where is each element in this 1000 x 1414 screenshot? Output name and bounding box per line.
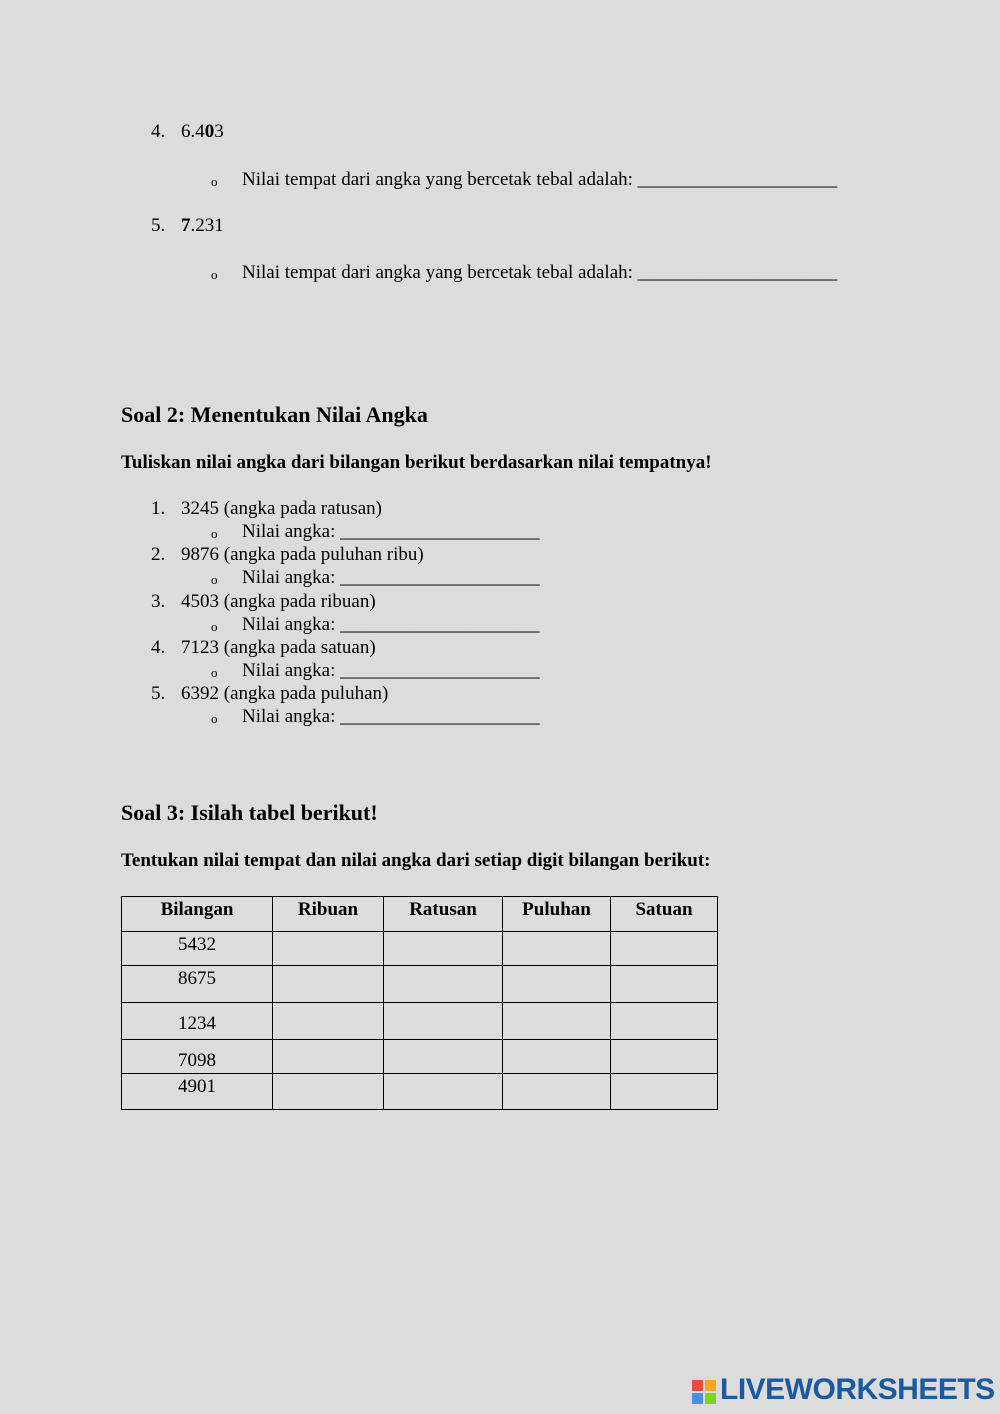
table-header-row (122, 897, 718, 932)
cell-puluhan[interactable] (503, 1074, 611, 1110)
item-number: 5. (151, 215, 166, 236)
cell-puluhan[interactable] (503, 966, 611, 1003)
place-value-table (121, 896, 718, 1110)
header-bilangan: Bilangan (122, 897, 273, 932)
number-item-4: 6.403 (181, 121, 224, 142)
cell-ribuan[interactable] (273, 1074, 384, 1110)
bullet-icon: o (211, 267, 218, 282)
cell-bilangan: 7098 (122, 1040, 273, 1074)
question-text: 9876 (angka pada puluhan ribu) (181, 544, 424, 565)
cell-ratusan[interactable] (384, 966, 503, 1003)
answer-prompt[interactable]: Nilai angka: _____________________ (242, 706, 540, 727)
liveworksheets-logo-text[interactable]: LIVEWORKSHEETS (720, 1373, 995, 1406)
liveworksheets-logo-icon (692, 1380, 716, 1404)
question-text: 4503 (angka pada ribuan) (181, 591, 376, 612)
bullet-icon: o (211, 572, 218, 587)
header-puluhan: Puluhan (503, 897, 611, 932)
cell-satuan[interactable] (611, 1074, 718, 1110)
table-row (122, 1040, 718, 1074)
bullet-icon: o (211, 711, 218, 726)
header-satuan: Satuan (611, 897, 718, 932)
item-number: 1. (151, 498, 166, 519)
question-text: 7123 (angka pada satuan) (181, 637, 376, 658)
table-row (122, 1003, 718, 1040)
cell-ratusan[interactable] (384, 1074, 503, 1110)
item-number: 4. (151, 637, 166, 658)
header-ribuan: Ribuan (273, 897, 384, 932)
answer-prompt[interactable]: Nilai tempat dari angka yang bercetak tebal adalah: _____________________ (242, 262, 838, 283)
cell-ratusan[interactable] (384, 1003, 503, 1040)
instruction-soal-3: Tentukan nilai tempat dan nilai angka dari setiap digit bilangan berikut: (121, 850, 711, 871)
item-number: 3. (151, 591, 166, 612)
cell-satuan[interactable] (611, 932, 718, 966)
answer-prompt[interactable]: Nilai angka: _____________________ (242, 614, 540, 635)
item-number: 4. (151, 121, 166, 142)
cell-satuan[interactable] (611, 1003, 718, 1040)
table-row (122, 932, 718, 966)
cell-puluhan[interactable] (503, 1040, 611, 1074)
item-number: 2. (151, 544, 166, 565)
cell-satuan[interactable] (611, 1040, 718, 1074)
answer-prompt[interactable]: Nilai angka: _____________________ (242, 567, 540, 588)
cell-ribuan[interactable] (273, 932, 384, 966)
cell-puluhan[interactable] (503, 932, 611, 966)
question-text: 3245 (angka pada ratusan) (181, 498, 383, 519)
bullet-icon: o (211, 619, 218, 634)
cell-ribuan[interactable] (273, 1040, 384, 1074)
answer-prompt[interactable]: Nilai angka: _____________________ (242, 660, 540, 681)
table-row (122, 1074, 718, 1110)
answer-prompt[interactable]: Nilai tempat dari angka yang bercetak tebal adalah: _____________________ (242, 169, 838, 190)
answer-prompt[interactable]: Nilai angka: _____________________ (242, 521, 540, 542)
item-number: 5. (151, 683, 166, 704)
cell-bilangan: 1234 (122, 1003, 273, 1040)
cell-ratusan[interactable] (384, 932, 503, 966)
cell-bilangan: 8675 (122, 966, 273, 1003)
cell-satuan[interactable] (611, 966, 718, 1003)
cell-bilangan: 5432 (122, 932, 273, 966)
instruction-soal-2: Tuliskan nilai angka dari bilangan berikut berdasarkan nilai tempatnya! (121, 452, 712, 473)
cell-ribuan[interactable] (273, 966, 384, 1003)
cell-puluhan[interactable] (503, 1003, 611, 1040)
section-title-soal-2: Soal 2: Menentukan Nilai Angka (121, 402, 428, 427)
bullet-icon: o (211, 526, 218, 541)
cell-ribuan[interactable] (273, 1003, 384, 1040)
bullet-icon: o (211, 665, 218, 680)
table-row (122, 966, 718, 1003)
cell-bilangan: 4901 (122, 1074, 273, 1110)
question-text: 6392 (angka pada puluhan) (181, 683, 389, 704)
section-title-soal-3: Soal 3: Isilah tabel berikut! (121, 800, 378, 825)
bullet-icon: o (211, 174, 218, 189)
header-ratusan: Ratusan (384, 897, 503, 932)
cell-ratusan[interactable] (384, 1040, 503, 1074)
number-item-5: 7.231 (181, 215, 224, 236)
